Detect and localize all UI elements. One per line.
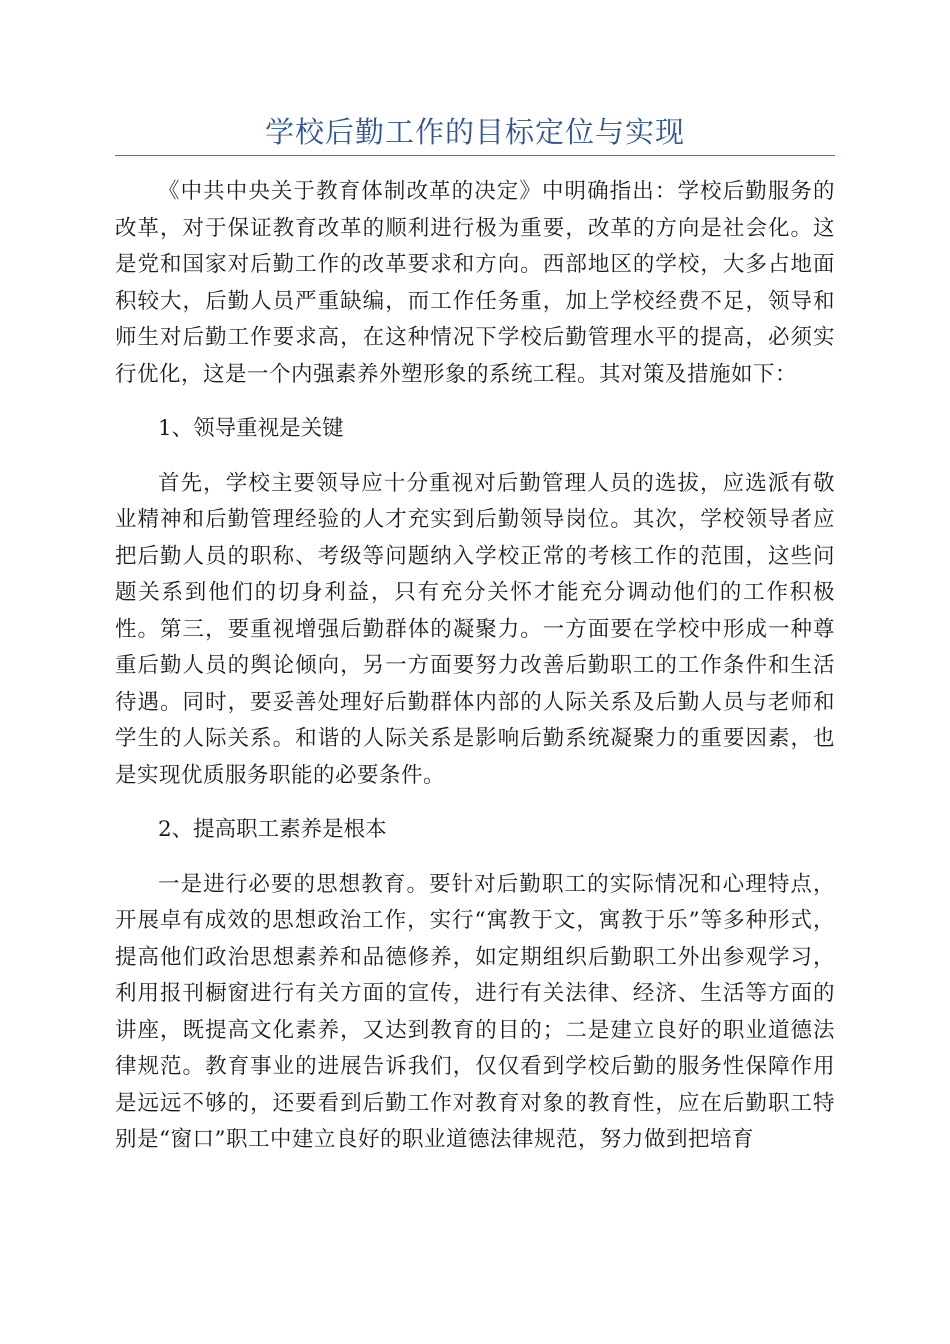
paragraph-gap xyxy=(115,849,835,867)
section-2-paragraph: 一是进行必要的思想教育。要针对后勤职工的实际情况和心理特点，开展卓有成效的思想政治工作，实行“寓教于文，寓教于乐”等多种形式，提高他们政治思想素养和品德修养，如定期组织后勤职工外出参观学习，利用报刊橱窗进行有关方面的宣传，进行有关法律、经济、生活等方面的讲座，既提高文化素养，又达到教育的目的；二是建立良好的职业道德法律规范。教育事业的进展告诉我们，仅仅看到学校后勤的服务性保障作用是远远不够的，还要看到后勤工作对教育对象的教育性，应在后勤职工特别是“窗口”职工中建立良好的职业道德法律规范，努力做到把培育 xyxy=(115,871,835,1152)
paragraph-gap xyxy=(115,448,835,466)
section-1-paragraph: 首先，学校主要领导应十分重视对后勤管理人员的选拔，应选派有敬业精神和后勤管理经验的人才充实到后勤领导岗位。其次，学校领导者应把后勤人员的职称、考级等问题纳入学校正常的考核工作的范围，这些问题关系到他们的切身利益，只有充分关怀才能充分调动他们的工作积极性。第三，要重视增强后勤群体的凝聚力。一方面要在学校中形成一种尊重后勤人员的舆论倾向，另一方面要努力改善后勤职工的工作条件和生活待遇。同时，要妥善处理好后勤群体内部的人际关系及后勤人员与老师和学生的人际关系。和谐的人际关系是影响后勤系统凝聚力的重要因素，也是实现优质服务职能的必要条件。 xyxy=(115,470,835,788)
document-title: 学校后勤工作的目标定位与实现 xyxy=(264,115,685,149)
section-heading-2: 2、提高职工素养是根本 xyxy=(158,817,387,842)
paragraph-gap xyxy=(115,794,835,812)
intro-paragraph: 《中共中央关于教育体制改革的决定》中明确指出：学校后勤服务的改革，对于保证教育改革的顺利进行极为重要，改革的方向是社会化。这是党和国家对后勤工作的改革要求和方向。西部地区的学校，大多占地面积较大，后勤人员严重缺编，而工作任务重，加上学校经费不足，领导和师生对后勤工作要求高，在这种情况下学校后勤管理水平的提高，必须实行优化，这是一个内强素养外塑形象的系统工程。其对策及措施如下： xyxy=(115,179,835,387)
section-heading-1: 1、领导重视是关键 xyxy=(158,416,344,441)
paragraph-gap xyxy=(115,393,835,411)
title-underline xyxy=(115,155,835,156)
document-body xyxy=(115,174,835,1159)
